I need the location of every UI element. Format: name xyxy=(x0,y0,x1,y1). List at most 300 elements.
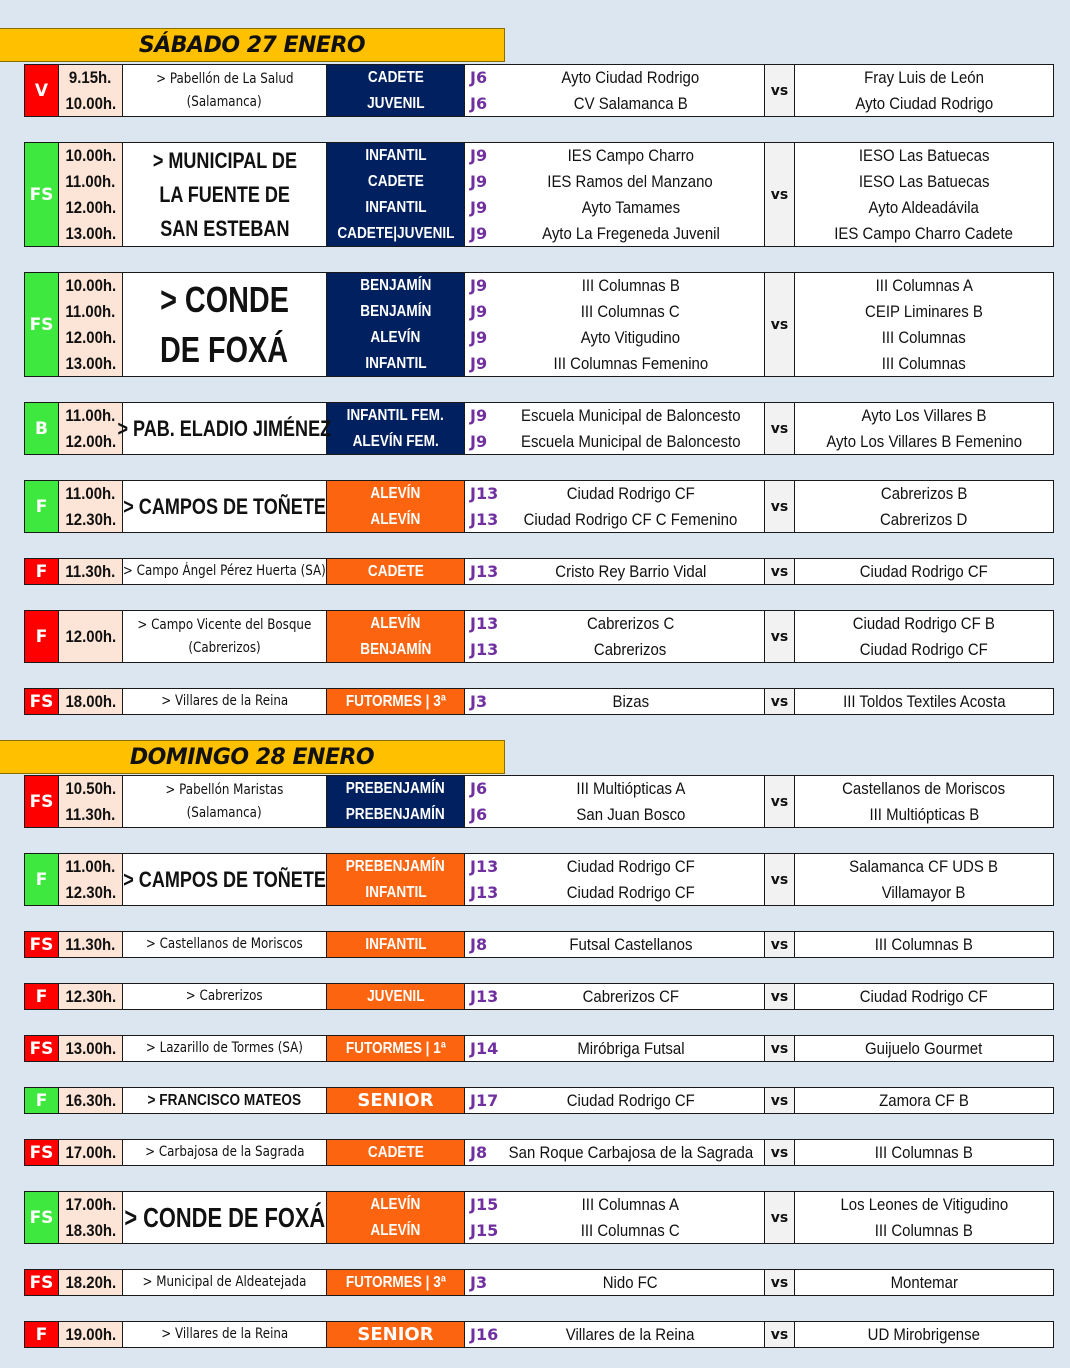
home-team-column xyxy=(497,1322,765,1347)
away-team-column xyxy=(795,65,1053,116)
venue-name: > Cabrerizos xyxy=(186,988,263,1004)
match-time: 12.00h. xyxy=(65,197,116,217)
away-team-column xyxy=(795,559,1053,584)
matchday-label: J9 xyxy=(470,145,488,165)
sport-badge: FS xyxy=(25,776,59,827)
matchday-column xyxy=(465,689,497,714)
match-time: 13.00h. xyxy=(65,1038,116,1058)
category-column xyxy=(327,611,465,662)
category-label: CADETE xyxy=(367,68,424,86)
match-block xyxy=(24,688,1054,715)
matchday-column xyxy=(465,776,497,827)
matchday-label: J6 xyxy=(470,778,488,798)
away-team: III Columnas B xyxy=(874,1220,974,1240)
venue-name: LA FUENTE DE xyxy=(159,181,290,207)
away-team: IES Campo Charro Cadete xyxy=(834,223,1014,243)
home-team: Ayto Ciudad Rodrigo xyxy=(561,67,700,87)
venue-name: (Salamanca) xyxy=(186,93,262,110)
matchday-label: J9 xyxy=(470,197,488,217)
category-label: CADETE xyxy=(367,562,424,580)
sport-badge: F xyxy=(25,481,59,532)
match-block xyxy=(24,480,1054,533)
match-time: 19.00h. xyxy=(65,1324,116,1344)
sport-badge: FS xyxy=(25,689,59,714)
venue-name: (Salamanca) xyxy=(186,804,262,821)
home-team: Ciudad Rodrigo CF C Femenino xyxy=(523,509,738,529)
match-time: 17.00h. xyxy=(65,1142,116,1162)
venue-column xyxy=(117,403,332,454)
match-block xyxy=(24,853,1054,906)
matchday-column xyxy=(465,1322,497,1347)
venue-name: (Cabrerizos) xyxy=(188,639,261,656)
venue-column xyxy=(123,481,327,532)
matchday-label: J13 xyxy=(470,856,499,876)
match-time: 17.00h. xyxy=(65,1194,116,1214)
away-team: Guijuelo Gourmet xyxy=(865,1038,983,1058)
time-column xyxy=(59,611,123,662)
time-column xyxy=(59,143,123,246)
away-team-column xyxy=(795,1322,1053,1347)
match-time: 12.00h. xyxy=(65,431,116,451)
matchday-label: J9 xyxy=(470,301,488,321)
category-label: PREBENJAMÍN xyxy=(346,779,445,797)
category-label: JUVENIL xyxy=(366,987,425,1005)
category-column xyxy=(327,1322,465,1347)
away-team: IESO Las Batuecas xyxy=(858,171,990,191)
matchday-column xyxy=(465,559,497,584)
venue-column xyxy=(123,776,327,827)
home-team-column xyxy=(497,689,765,714)
home-team: Ciudad Rodrigo CF xyxy=(566,882,695,902)
away-team-column xyxy=(795,611,1053,662)
home-team: III Columnas Femenino xyxy=(553,353,708,373)
category-label: INFANTIL xyxy=(364,354,427,372)
venue-column xyxy=(123,611,327,662)
match-time: 10.50h. xyxy=(65,778,116,798)
away-team: Salamanca CF UDS B xyxy=(849,856,999,876)
home-team: Ciudad Rodrigo CF xyxy=(566,856,695,876)
venue-column xyxy=(123,854,327,905)
home-team: III Multiópticas A xyxy=(576,778,685,798)
matchday-label: J14 xyxy=(470,1038,499,1058)
category-label: CADETE xyxy=(367,1143,424,1161)
away-team: Ayto Aldeadávila xyxy=(868,197,980,217)
home-team-column xyxy=(497,984,765,1009)
day-header xyxy=(0,28,505,62)
away-team: Zamora CF B xyxy=(879,1090,969,1110)
matchday-label: J3 xyxy=(470,691,488,711)
match-block xyxy=(24,272,1054,377)
home-team: III Columnas A xyxy=(581,1194,680,1214)
away-team: III Columnas B xyxy=(874,934,974,954)
away-team-column xyxy=(795,854,1053,905)
venue-column xyxy=(123,984,327,1009)
home-team-column xyxy=(497,1192,765,1243)
vs-separator: vs xyxy=(765,984,795,1009)
match-time: 11.00h. xyxy=(65,171,116,191)
home-team: Nido FC xyxy=(603,1272,658,1292)
match-time: 12.30h. xyxy=(65,986,116,1006)
home-team: Escuela Municipal de Baloncesto xyxy=(520,405,741,425)
day-title: DOMINGO 28 ENERO xyxy=(129,744,375,770)
matchday-label: J9 xyxy=(470,275,488,295)
category-label: BENJAMÍN xyxy=(359,302,432,320)
away-team: Ciudad Rodrigo CF xyxy=(859,561,989,581)
sport-badge: FS xyxy=(25,143,59,246)
time-column xyxy=(59,984,123,1009)
match-time: 12.30h. xyxy=(65,509,116,529)
category-label: SENIOR xyxy=(357,1323,434,1345)
match-block xyxy=(24,402,1054,455)
away-team-column xyxy=(795,1270,1053,1295)
matchday-label: J8 xyxy=(470,1142,488,1162)
matchday-label: J13 xyxy=(470,509,499,529)
matchday-label: J6 xyxy=(470,804,488,824)
category-label: FUTORMES | 1ª xyxy=(345,1039,446,1057)
venue-name: > Villares de la Reina xyxy=(160,693,289,709)
category-column xyxy=(327,932,465,957)
matchday-label: J13 xyxy=(470,639,499,659)
sport-badge: F xyxy=(25,1322,59,1347)
away-team: Ciudad Rodrigo CF B xyxy=(852,613,996,633)
away-team: III Multiópticas B xyxy=(869,804,979,824)
matchday-column xyxy=(465,1088,497,1113)
sport-badge: F xyxy=(25,559,59,584)
home-team: Miróbriga Futsal xyxy=(576,1038,685,1058)
matchday-column xyxy=(465,611,497,662)
matchday-column xyxy=(465,143,497,246)
venue-name: > CONDE xyxy=(160,278,289,320)
venue-column xyxy=(123,1088,327,1113)
matchday-column xyxy=(465,403,497,454)
category-label: ALEVÍN xyxy=(370,1221,421,1239)
away-team: Cabrerizos B xyxy=(880,483,968,503)
away-team: III Columnas xyxy=(882,353,966,373)
match-time: 12.00h. xyxy=(65,626,116,646)
matchday-label: J9 xyxy=(470,405,488,425)
venue-column xyxy=(123,143,327,246)
category-column xyxy=(327,1140,465,1165)
venue-name: > FRANCISCO MATEOS xyxy=(147,1091,302,1109)
matchday-label: J6 xyxy=(470,67,488,87)
match-time: 13.00h. xyxy=(65,223,116,243)
category-label: CADETE xyxy=(367,172,424,190)
matchday-label: J9 xyxy=(470,327,488,347)
away-team: III Columnas xyxy=(882,327,966,347)
home-team: III Columnas C xyxy=(581,301,680,321)
category-label: JUVENIL xyxy=(366,94,425,112)
home-team: Escuela Municipal de Baloncesto xyxy=(520,431,741,451)
away-team-column xyxy=(795,689,1053,714)
home-team: Ayto Vitigudino xyxy=(580,327,681,347)
venue-column xyxy=(123,689,327,714)
match-time: 13.00h. xyxy=(65,353,116,373)
away-team-column xyxy=(795,403,1053,454)
away-team: Cabrerizos D xyxy=(880,509,968,529)
away-team: Los Leones de Vitigudino xyxy=(840,1194,1008,1214)
vs-separator: vs xyxy=(765,1270,795,1295)
matchday-column xyxy=(465,1036,497,1061)
match-block xyxy=(24,983,1054,1010)
matchday-column xyxy=(465,273,497,376)
time-column xyxy=(59,689,123,714)
venue-column xyxy=(123,559,327,584)
venue-name: > Campo Vicente del Bosque xyxy=(137,616,312,633)
home-team: Ayto La Fregeneda Juvenil xyxy=(541,223,720,243)
sport-badge: V xyxy=(25,65,59,116)
home-team-column xyxy=(497,932,765,957)
venue-name: SAN ESTEBAN xyxy=(159,215,290,241)
time-column xyxy=(59,65,123,116)
category-label: PREBENJAMÍN xyxy=(346,805,445,823)
away-team-column xyxy=(795,481,1053,532)
time-column xyxy=(59,1088,123,1113)
time-column xyxy=(59,559,123,584)
venue-name: > MUNICIPAL DE xyxy=(152,147,297,173)
away-team: Villamayor B xyxy=(882,882,966,902)
away-team-column xyxy=(795,1036,1053,1061)
away-team: Ayto Ciudad Rodrigo xyxy=(855,93,993,113)
match-time: 10.00h. xyxy=(65,93,116,113)
vs-separator: vs xyxy=(765,143,795,246)
vs-separator: vs xyxy=(765,559,795,584)
vs-separator: vs xyxy=(765,776,795,827)
sport-badge: F xyxy=(25,854,59,905)
home-team-column xyxy=(497,854,765,905)
matchday-column xyxy=(465,1192,497,1243)
sport-badge: FS xyxy=(25,932,59,957)
home-team: Cabrerizos C xyxy=(586,613,675,633)
match-block xyxy=(24,1035,1054,1062)
home-team: San Roque Carbajosa de la Sagrada xyxy=(508,1142,753,1162)
match-time: 12.00h. xyxy=(65,327,116,347)
category-label: BENJAMÍN xyxy=(359,276,432,294)
home-team-column xyxy=(497,65,765,116)
venue-name: > CAMPOS DE TOÑETE xyxy=(123,493,326,519)
matchday-label: J8 xyxy=(470,934,488,954)
match-block xyxy=(24,1191,1054,1244)
category-label: ALEVÍN xyxy=(370,614,421,632)
time-column xyxy=(59,1140,123,1165)
category-column xyxy=(327,559,465,584)
home-team-column xyxy=(497,403,765,454)
home-team: Cristo Rey Barrio Vidal xyxy=(554,561,707,581)
match-time: 12.30h. xyxy=(65,882,116,902)
vs-separator: vs xyxy=(765,1140,795,1165)
category-column xyxy=(327,854,465,905)
matchday-label: J6 xyxy=(470,93,488,113)
venue-column xyxy=(123,1192,327,1243)
away-team-column xyxy=(795,273,1053,376)
venue-name: > CONDE DE FOXÁ xyxy=(124,1201,325,1233)
matchday-label: J16 xyxy=(470,1324,499,1344)
venue-column xyxy=(123,65,327,116)
home-team: Futsal Castellanos xyxy=(568,934,693,954)
matchday-label: J13 xyxy=(470,561,499,581)
home-team-column xyxy=(497,611,765,662)
time-column xyxy=(59,1322,123,1347)
home-team: Bizas xyxy=(612,691,649,711)
match-time: 11.00h. xyxy=(65,483,116,503)
matchday-column xyxy=(465,1140,497,1165)
category-column xyxy=(327,1270,465,1295)
vs-separator: vs xyxy=(765,403,795,454)
away-team: Ciudad Rodrigo CF xyxy=(859,986,989,1006)
category-column xyxy=(327,273,465,376)
matchday-label: J13 xyxy=(470,882,499,902)
category-label: CADETE|JUVENIL xyxy=(336,224,455,242)
vs-separator: vs xyxy=(765,1036,795,1061)
vs-separator: vs xyxy=(765,273,795,376)
away-team: Montemar xyxy=(890,1272,958,1292)
match-block xyxy=(24,775,1054,828)
match-block xyxy=(24,1139,1054,1166)
matchday-label: J9 xyxy=(470,431,488,451)
away-team: III Toldos Textiles Acosta xyxy=(842,691,1006,711)
away-team-column xyxy=(795,932,1053,957)
time-column xyxy=(59,1036,123,1061)
matchday-label: J13 xyxy=(470,483,499,503)
sport-badge: F xyxy=(25,1088,59,1113)
match-block xyxy=(24,142,1054,247)
match-time: 11.30h. xyxy=(65,934,116,954)
match-time: 18.20h. xyxy=(65,1272,116,1292)
category-column xyxy=(327,143,465,246)
home-team: III Columnas C xyxy=(581,1220,680,1240)
match-time: 10.00h. xyxy=(65,275,116,295)
matchday-label: J17 xyxy=(470,1090,499,1110)
match-time: 18.00h. xyxy=(65,691,116,711)
sport-badge: FS xyxy=(25,1140,59,1165)
away-team-column xyxy=(795,776,1053,827)
vs-separator: vs xyxy=(765,854,795,905)
home-team: Ayto Tamames xyxy=(581,197,680,217)
home-team: Villares de la Reina xyxy=(566,1324,695,1344)
match-time: 11.00h. xyxy=(65,301,116,321)
home-team: III Columnas B xyxy=(581,275,680,295)
away-team: Ayto Los Villares B Femenino xyxy=(826,431,1022,451)
category-column xyxy=(327,689,465,714)
sport-badge: FS xyxy=(25,273,59,376)
match-time: 9.15h. xyxy=(69,67,112,87)
category-label: INFANTIL xyxy=(364,883,427,901)
day-title: SÁBADO 27 ENERO xyxy=(138,32,366,58)
category-label: PREBENJAMÍN xyxy=(346,857,445,875)
venue-name: > PAB. ELADIO JIMÉNEZ xyxy=(117,415,332,441)
home-team-column xyxy=(497,776,765,827)
time-column xyxy=(59,1192,123,1243)
match-block xyxy=(24,64,1054,117)
sport-badge: F xyxy=(25,984,59,1009)
vs-separator: vs xyxy=(765,689,795,714)
sport-badge: FS xyxy=(25,1036,59,1061)
category-column xyxy=(327,776,465,827)
matchday-label: J9 xyxy=(470,353,488,373)
away-team-column xyxy=(795,1192,1053,1243)
home-team-column xyxy=(497,1036,765,1061)
category-column xyxy=(327,403,465,454)
category-label: SENIOR xyxy=(357,1089,434,1111)
matchday-label: J13 xyxy=(470,613,499,633)
match-block xyxy=(24,1321,1054,1348)
category-label: ALEVÍN FEM. xyxy=(352,432,439,450)
matchday-label: J15 xyxy=(470,1194,499,1214)
home-team: Cabrerizos CF xyxy=(582,986,679,1006)
category-column xyxy=(327,1192,465,1243)
vs-separator: vs xyxy=(765,65,795,116)
away-team: Ciudad Rodrigo CF xyxy=(859,639,989,659)
category-label: ALEVÍN xyxy=(370,1195,421,1213)
category-label: INFANTIL xyxy=(364,935,427,953)
matchday-column xyxy=(465,932,497,957)
matchday-column xyxy=(465,481,497,532)
away-team-column xyxy=(795,1088,1053,1113)
match-time: 10.00h. xyxy=(65,145,116,165)
vs-separator: vs xyxy=(765,932,795,957)
time-column xyxy=(59,273,123,376)
away-team: Ayto Los Villares B xyxy=(861,405,987,425)
category-column xyxy=(327,65,465,116)
category-column xyxy=(327,984,465,1009)
category-label: INFANTIL xyxy=(364,146,427,164)
match-time: 16.30h. xyxy=(65,1090,116,1110)
match-block xyxy=(24,1269,1054,1296)
away-team-column xyxy=(795,143,1053,246)
venue-name: > Castellanos de Moriscos xyxy=(146,936,303,952)
venue-column xyxy=(123,273,327,376)
home-team-column xyxy=(497,273,765,376)
away-team: Fray Luis de León xyxy=(864,67,984,87)
time-column xyxy=(59,481,123,532)
home-team-column xyxy=(497,481,765,532)
matchday-column xyxy=(465,984,497,1009)
home-team-column xyxy=(497,1088,765,1113)
home-team: San Juan Bosco xyxy=(576,804,685,824)
away-team-column xyxy=(795,1140,1053,1165)
matchday-column xyxy=(465,854,497,905)
category-label: ALEVÍN xyxy=(370,510,421,528)
home-team: CV Salamanca B xyxy=(573,93,688,113)
home-team-column xyxy=(497,1270,765,1295)
venue-name: > Carbajosa de la Sagrada xyxy=(144,1144,305,1160)
away-team: III Columnas A xyxy=(875,275,973,295)
time-column xyxy=(59,1270,123,1295)
day-header xyxy=(0,740,505,774)
matchday-column xyxy=(465,65,497,116)
category-column xyxy=(327,1088,465,1113)
match-time: 18.30h. xyxy=(65,1220,116,1240)
home-team: Ciudad Rodrigo CF xyxy=(566,1090,695,1110)
sport-badge: FS xyxy=(25,1192,59,1243)
vs-separator: vs xyxy=(765,1088,795,1113)
time-column xyxy=(59,776,123,827)
match-block xyxy=(24,931,1054,958)
match-time: 11.30h. xyxy=(65,804,116,824)
matchday-label: J13 xyxy=(470,986,499,1006)
category-column xyxy=(327,1036,465,1061)
vs-separator: vs xyxy=(765,611,795,662)
home-team: Cabrerizos xyxy=(594,639,667,659)
venue-column xyxy=(123,1036,327,1061)
match-time: 11.00h. xyxy=(65,856,116,876)
home-team-column xyxy=(497,559,765,584)
matchday-label: J9 xyxy=(470,171,488,191)
home-team-column xyxy=(497,143,765,246)
away-team: Castellanos de Moriscos xyxy=(842,778,1006,798)
matchday-column xyxy=(465,1270,497,1295)
matchday-label: J3 xyxy=(470,1272,488,1292)
match-time: 11.00h. xyxy=(65,405,116,425)
